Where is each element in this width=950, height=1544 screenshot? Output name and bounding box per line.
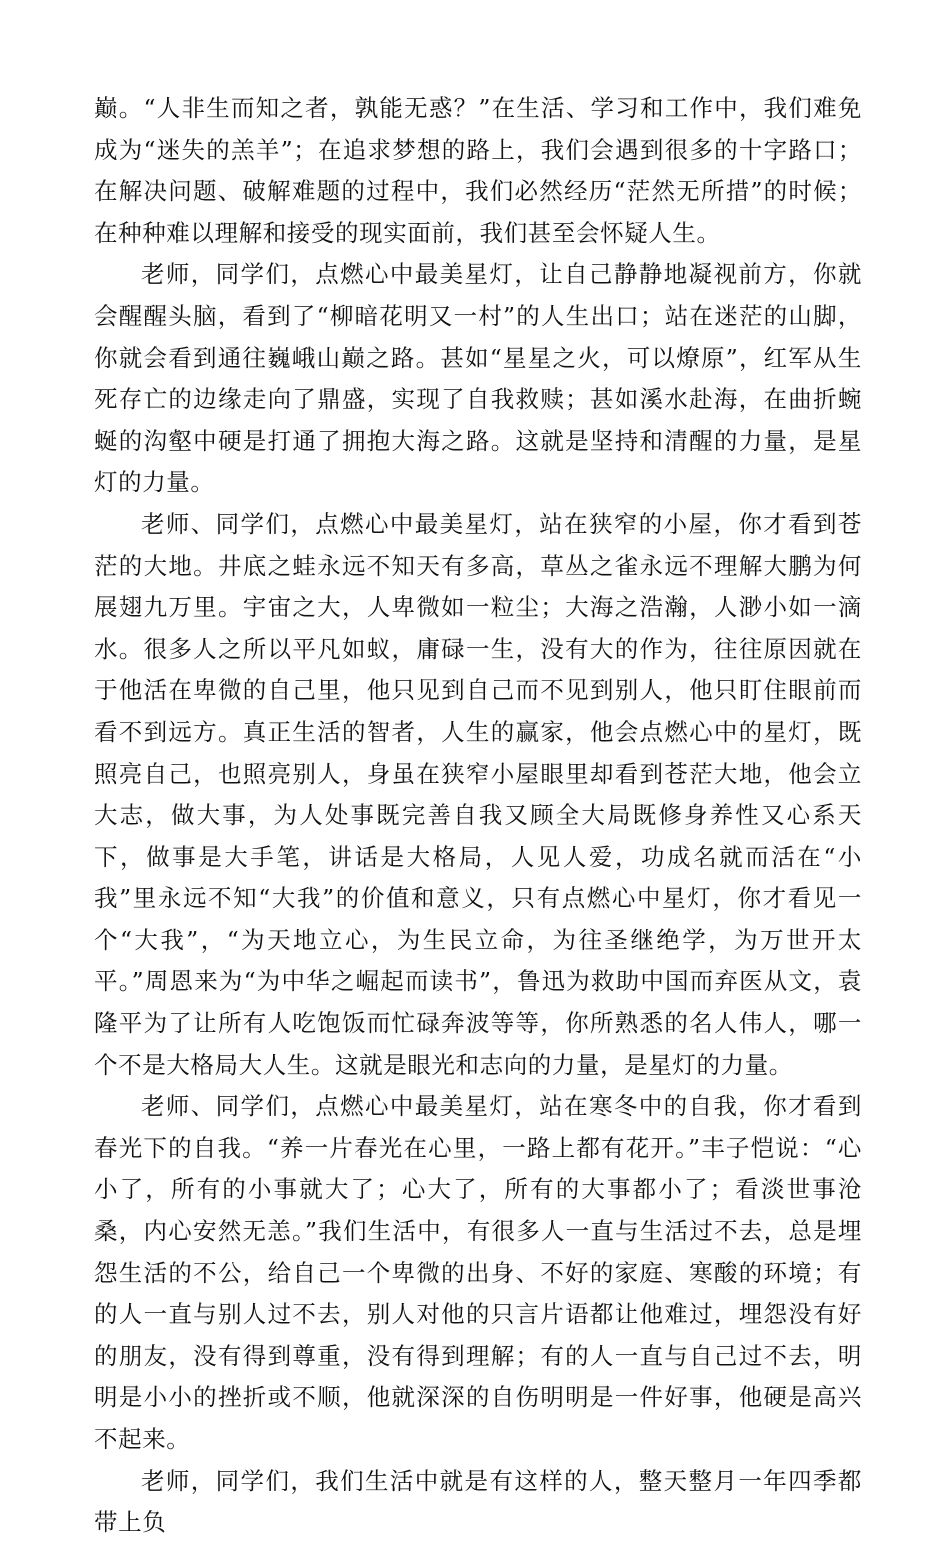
paragraph-4: 老师、同学们，点燃心中最美星灯，站在寒冬中的自我，你才看到春光下的自我。“养一片春光在心里，一路上都有花开。”丰子恺说：“心小了，所有的小事就大了；心大了，所有的大事都小了；看淡世事沧桑，内心安然无恙。”我们生活中，有很多人一直与生活过不去，总是埋怨生活的不公，给自己一个卑微的出身、不好的家庭、寒酸的环境；有的人一直与别人过不去，别人对他的只言片语都让他难过，埋怨没有好的朋友，没有得到尊重，没有得到理解；有的人一直与自己过不去，明明是小小的挫折或不顺，他就深深的自伤明明是一件好事，他硬是高兴不起来。	[94, 1092, 862, 1453]
paragraph-2: 老师，同学们，点燃心中最美星灯，让自己静静地凝视前方，你就会醒醒头脑，看到了“柳暗花明又一村”的人生出口；站在迷茫的山脚，你就会看到通往巍峨山巅之路。甚如“星星之火，可以燎原”，红军从生死存亡的边缘走向了鼎盛，实现了自我救赎；甚如溪水赴海，在曲折蜿蜒的沟壑中硬是打通了拥抱大海之路。这就是坚持和清醒的力量，是星灯的力量。	[94, 260, 862, 497]
document-body	[94, 88, 862, 1544]
paragraph-3: 老师、同学们，点燃心中最美星灯，站在狭窄的小屋，你才看到苍茫的大地。井底之蛙永远不知天有多高，草丛之雀永远不理解大鹏为何展翅九万里。宇宙之大，人卑微如一粒尘；大海之浩瀚，人渺小如一滴水。很多人之所以平凡如蚁，庸碌一生，没有大的作为，往往原因就在于他活在卑微的自己里，他只见到自己而不见到别人，他只盯住眼前而看不到远方。真正生活的智者，人生的赢家，他会点燃心中的星灯，既照亮自己，也照亮别人，身虽在狭窄小屋眼里却看到苍茫大地，他会立大志，做大事，为人处事既完善自我又顾全大局既修身养性又心系天下，做事是大手笔，讲话是大格局，人见人爱，功成名就而活在“小我”里永远不知“大我”的价值和意义，只有点燃心中星灯，你才看见一个“大我”，“为天地立心，为生民立命，为往圣继绝学，为万世开太平。”周恩来为“为中华之崛起而读书”，鲁迅为救助中国而弃医从文，袁隆平为了让所有人吃饱饭而忙碌奔波等等，你所熟悉的名人伟人，哪一个不是大格局大人生。这就是眼光和志向的力量，是星灯的力量。	[94, 509, 862, 1079]
paragraph-1: 巅。“人非生而知之者，孰能无惑？”在生活、学习和工作中，我们难免成为“迷失的羔羊”；在追求梦想的路上，我们会遇到很多的十字路口；在解决问题、破解难题的过程中，我们必然经历“茫然无所措”的时候；在种种难以理解和接受的现实面前，我们甚至会怀疑人生。	[94, 94, 862, 247]
paragraph-5: 老师，同学们，我们生活中就是有这样的人，整天整月一年四季都带上负	[94, 1466, 862, 1537]
